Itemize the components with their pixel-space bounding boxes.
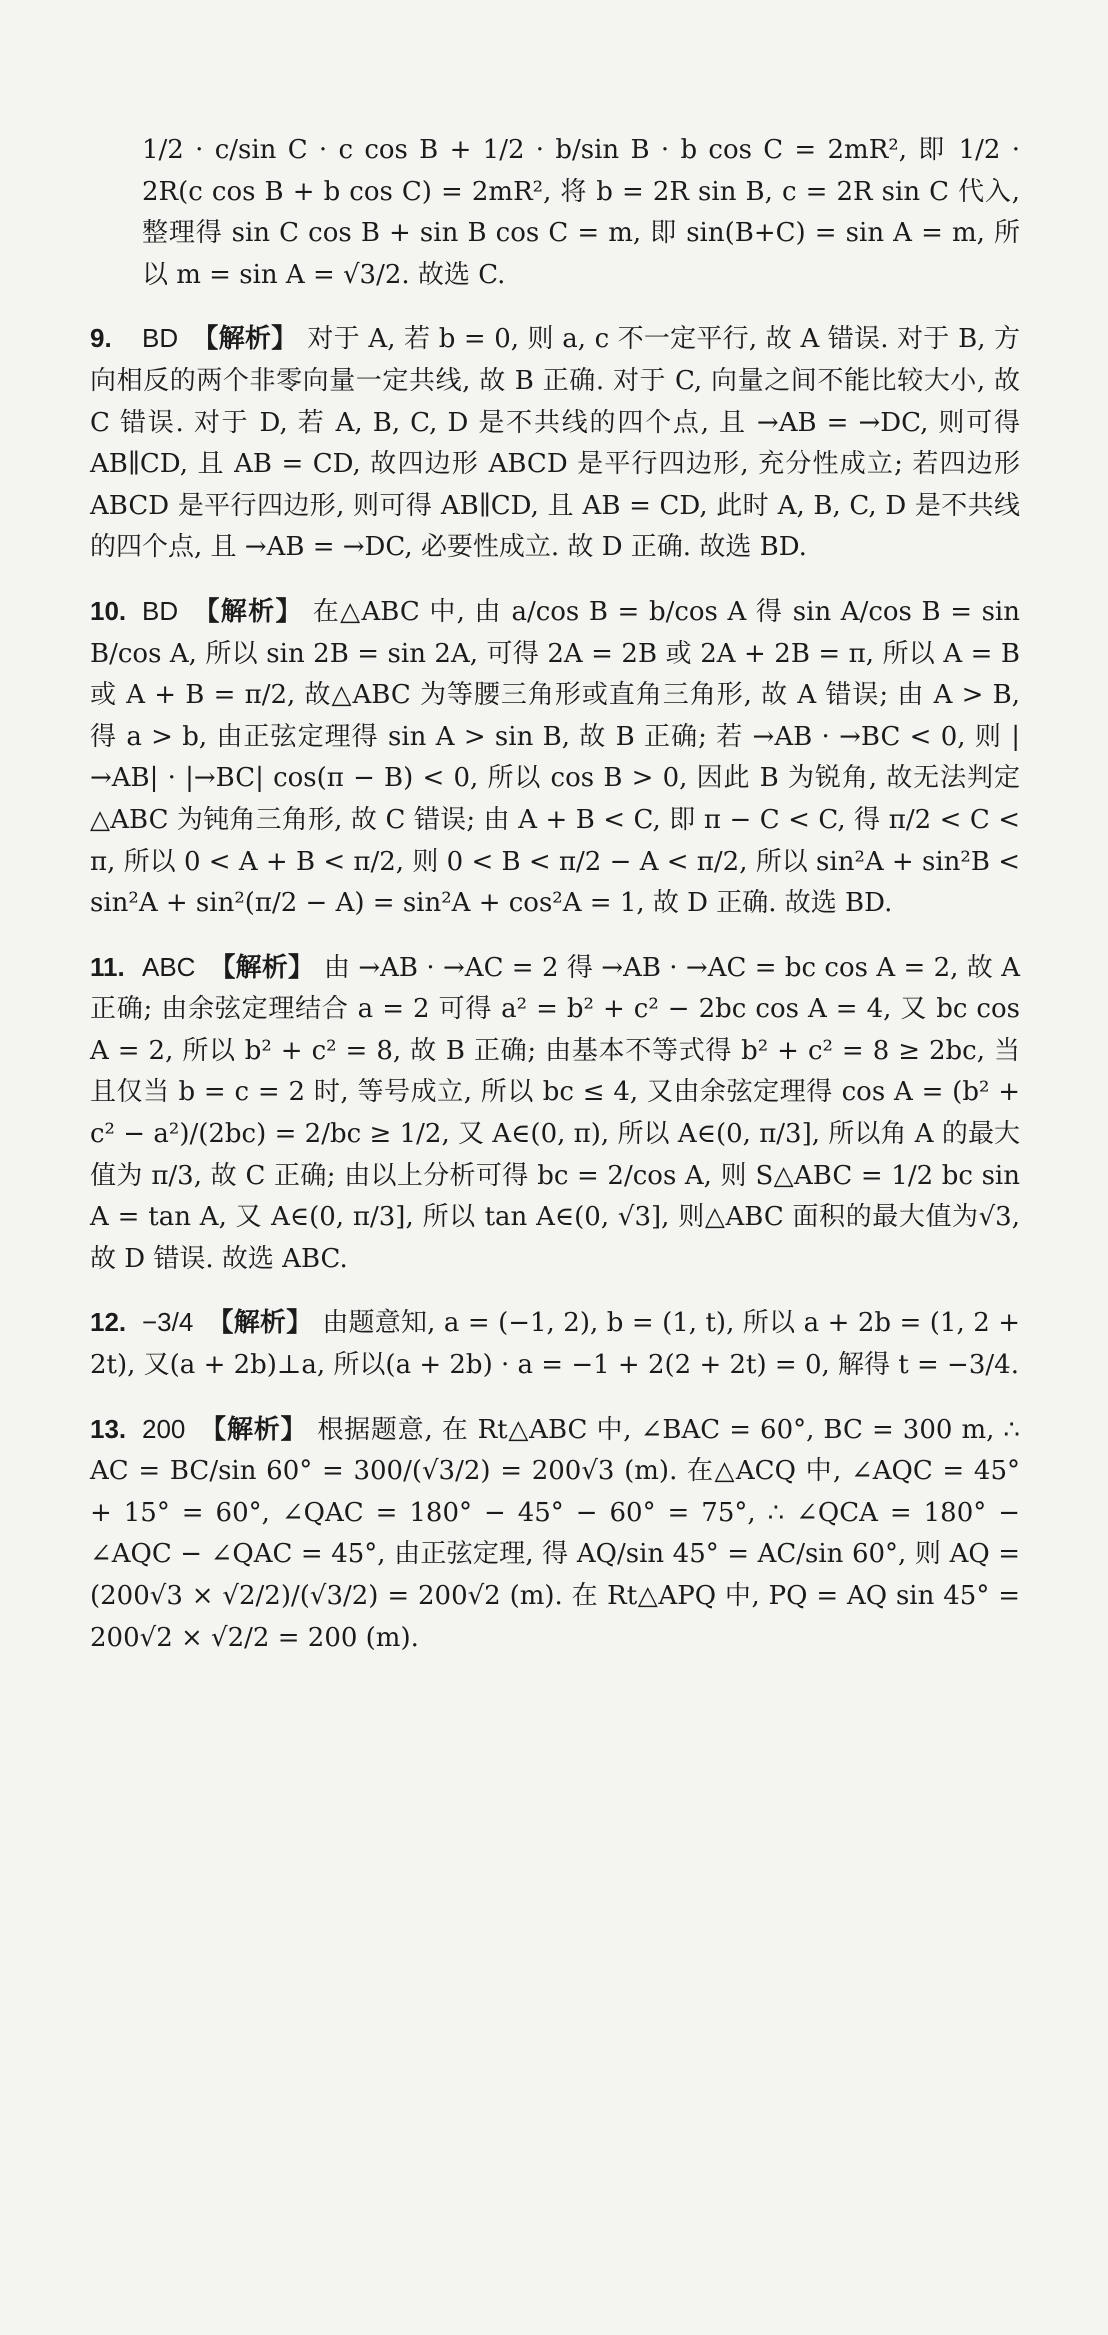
- answer-item-10: [90, 591, 1020, 925]
- analysis-text: 由题意知, a = (−1, 2), b = (1, t), 所以 a + 2b = (1, 2 + 2t), 又(a + 2b)⊥a, 所以(a + 2b) · a = −1 + 2(2 + 2t) = 0, 解得 t = −3/4.: [90, 1308, 1020, 1381]
- answer-item-13: [90, 1409, 1020, 1660]
- answer-key: BD: [142, 323, 179, 354]
- analysis-tag: 【解析】: [209, 952, 314, 983]
- analysis-tag: 【解析】: [192, 596, 303, 627]
- analysis-text: 对于 A, 若 b = 0, 则 a, c 不一定平行, 故 A 错误. 对于 B, 方向相反的两个非零向量一定共线, 故 B 正确. 对于 C, 向量之间不能比较大小, 故 C 错误. 对于 D, 若 A, B, C, D 是不共线的四个点, 且 →AB = →DC, 则可得 AB∥CD, 且 AB = CD, 故四边形 ABCD 是平行四边形, 充分性成立; 若四边形 ABCD 是平行四边形, 则可得 AB∥CD, 且 AB = CD, 此时 A, B, C, D 是不共线的四个点, 且 →AB = →DC, 必要性成立. 故 D 正确. 故选 BD.: [90, 324, 1020, 563]
- answer-item-12: [90, 1302, 1020, 1386]
- answer-key: ABC: [142, 951, 196, 982]
- item-number: 10.: [90, 595, 127, 626]
- analysis-tag: 【解析】: [199, 1414, 308, 1445]
- answer-key: 200: [142, 1413, 186, 1444]
- item-number: 9.: [90, 323, 112, 354]
- analysis-tag: 【解析】: [207, 1308, 313, 1339]
- item-number: 11.: [90, 951, 125, 982]
- item-number: 12.: [90, 1307, 127, 1338]
- answer-key: BD: [142, 595, 179, 626]
- item-number: 13.: [90, 1413, 127, 1444]
- answer-key: −3/4: [142, 1307, 194, 1338]
- analysis-tag: 【解析】: [192, 324, 298, 355]
- continued-solution: 1/2 · c/sin C · c cos B + 1/2 · b/sin B · b cos C = 2mR², 即 1/2 · 2R(c cos B + b cos C) = 2mR², 将 b = 2R sin B, c = 2R sin C 代入, 整理得 sin C cos B + sin B cos C = m, 即 sin(B+C) = sin A = m, 所以 m = sin A = √3/2. 故选 C.: [142, 135, 1020, 290]
- analysis-text: 在△ABC 中, 由 a/cos B = b/cos A 得 sin A/cos B = sin B/cos A, 所以 sin 2B = sin 2A, 可得 2A = 2B 或 2A + 2B = π, 所以 A = B 或 A + B = π/2, 故△ABC 为等腰三角形或直角三角形, 故 A 错误; 由 A > B, 得 a > b, 由正弦定理得 sin A > sin B, 故 B 正确; 若 →AB · →BC < 0, 则 |→AB| · |→BC| cos(π − B) < 0, 所以 cos B > 0, 因此 B 为锐角, 故无法判定△ABC 为钝角三角形, 故 C 错误; 由 A + B < C, 即 π − C < C, 得 π/2 < C < π, 所以 0 < A + B < π/2, 则 0 < B < π/2 − A < π/2, 所以 sin²A + sin²B < sin²A + sin²(π/2 − A) = sin²A + cos²A = 1, 故 D 正确. 故选 BD.: [90, 596, 1020, 919]
- answer-item-11: [90, 947, 1020, 1281]
- analysis-text: 根据题意, 在 Rt△ABC 中, ∠BAC = 60°, BC = 300 m, ∴ AC = BC/sin 60° = 300/(√3/2) = 200√3 (m). 在△ACQ 中, ∠AQC = 45° + 15° = 60°, ∠QAC = 180° − 45° − 60° = 75°, ∴ ∠QCA = 180° − ∠AQC − ∠QAC = 45°, 由正弦定理, 得 AQ/sin 45° = AC/sin 60°, 则 AQ = (200√3 × √2/2)/(√3/2) = 200√2 (m). 在 Rt△APQ 中, PQ = AQ sin 45° = 200√2 × √2/2 = 200 (m).: [90, 1414, 1021, 1653]
- analysis-text: 由 →AB · →AC = 2 得 →AB · →AC = bc cos A = 2, 故 A 正确; 由余弦定理结合 a = 2 可得 a² = b² + c² − 2bc cos A = 4, 又 bc cos A = 2, 所以 b² + c² = 8, 故 B 正确; 由基本不等式得 b² + c² = 8 ≥ 2bc, 当且仅当 b = c = 2 时, 等号成立, 所以 bc ≤ 4, 又由余弦定理得 cos A = (b² + c² − a²)/(2bc) = 2/bc ≥ 1/2, 又 A∈(0, π), 所以 A∈(0, π/3], 所以角 A 的最大值为 π/3, 故 C 正确; 由以上分析可得 bc = 2/cos A, 则 S△ABC = 1/2 bc sin A = tan A, 又 A∈(0, π/3], 所以 tan A∈(0, √3], 则△ABC 面积的最大值为√3, 故 D 错误. 故选 ABC.: [90, 952, 1020, 1274]
- answer-content: [90, 130, 1020, 1681]
- answer-item-9: [90, 318, 1020, 569]
